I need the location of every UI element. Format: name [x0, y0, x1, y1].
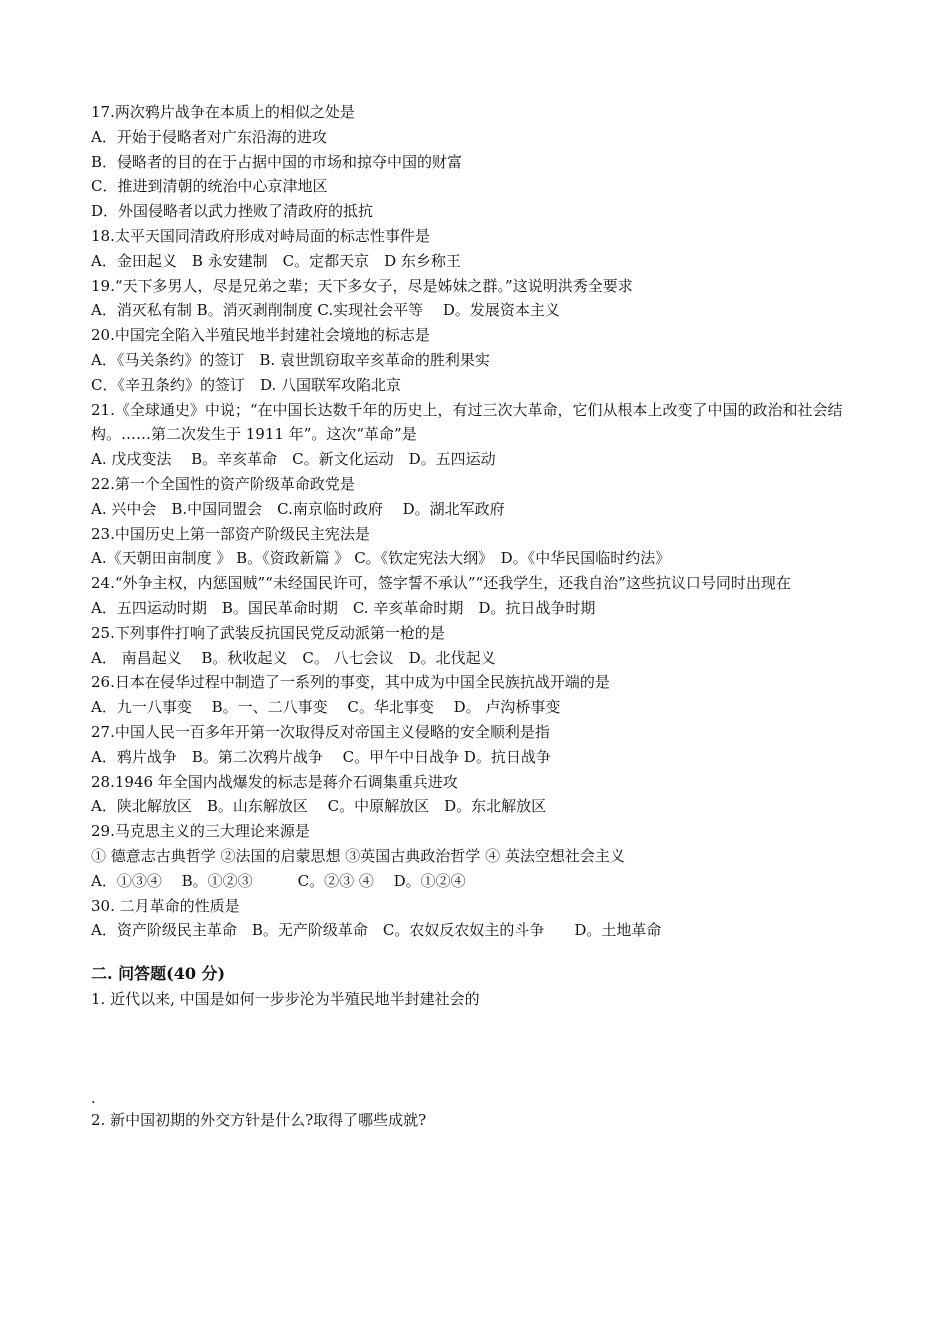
- options-24: A．五四运动时期 B。国民革命时期 C. 辛亥革命时期 D。抗日战争时期: [91, 598, 596, 617]
- question-25: 25.下列事件打响了武装反抗国民党反动派第一枪的是: [91, 623, 445, 642]
- question-29: 29.马克思主义的三大理论来源是: [91, 822, 310, 841]
- question-27: 27.中国人民一百多年开第一次取得反对帝国主义侵略的安全顺利是指: [91, 722, 550, 741]
- options-20-cd: C．《辛丑条约》的签订 D. 八国联军攻陷北京: [91, 375, 402, 394]
- section-title: 二. 问答题(40 分): [91, 964, 226, 984]
- qa-question-2: 2. 新中国初期的外交方针是什么?取得了哪些成就?: [91, 1110, 427, 1129]
- options-19: A．消灭私有制 B。消灭剥削制度 C.实现社会平等 D。发展资本主义: [91, 301, 560, 320]
- options-29: A．①③④ B。①②③ C。②③ ④ D。①②④: [91, 871, 466, 890]
- question-23: 23.中国历史上第一部资产阶级民主宪法是: [91, 524, 370, 543]
- question-28: 28.1946 年全国内战爆发的标志是蒋介石调集重兵进攻: [91, 772, 458, 791]
- options-20-ab: A．《马关条约》的签订 B. 袁世凯窃取辛亥革命的胜利果实: [91, 350, 490, 369]
- options-26: A．九一八事变 B。一、二八事变 C。华北事变 D。 卢沟桥事变: [91, 698, 561, 717]
- answer-space-1: [91, 1012, 871, 1088]
- question-20: 20.中国完全陷入半殖民地半封建社会境地的标志是: [91, 326, 430, 345]
- qa-question-1: 1. 近代以来, 中国是如何一步步沦为半殖民地半封建社会的: [91, 990, 480, 1009]
- question-26: 26.日本在侵华过程中制造了一系列的事变，其中成为中国全民族抗战开端的是: [91, 673, 610, 692]
- options-18: A．金田起义 B 永安建制 C。定都天京 D 东乡称王: [91, 251, 461, 270]
- question-17: 17.两次鸦片战争在本质上的相似之处是: [91, 103, 355, 121]
- option-17d: D．外国侵略者以武力挫败了清政府的抵抗: [91, 202, 374, 221]
- question-19: 19.“天下多男人，尽是兄弟之辈；天下多女子，尽是姊妹之群。”这说明洪秀全要求: [91, 276, 633, 295]
- question-24: 24.“外争主权，内惩国贼”“未经国民许可，签字誓不承认”“还我学生，还我自治”这些抗议口号同时出现在: [91, 574, 791, 593]
- options-28: A．陕北解放区 B。山东解放区 C。中原解放区 D。东北解放区: [91, 797, 547, 816]
- question-22: 22.第一个全国性的资产阶级革命政党是: [91, 474, 355, 493]
- question-18: 18.太平天国同清政府形成对峙局面的标志性事件是: [91, 226, 430, 245]
- options-30: A．资产阶级民主革命 B。无产阶级革命 C。农奴反农奴主的斗争 D。土地革命: [91, 921, 662, 940]
- options-21: A. 戊戌变法 B。辛亥革命 C。新文化运动 D。五四运动: [91, 450, 496, 469]
- stray-dot: .: [91, 1088, 96, 1107]
- options-25: A． 南昌起义 B。秋收起义 C。 八七会议 D。北伐起义: [91, 648, 496, 667]
- options-23: A.《天朝田亩制度 》 B。《资政新篇 》 C。《钦定宪法大纲》 D。《中华民国临时约法》: [91, 549, 671, 568]
- exam-page: [91, 100, 871, 1133]
- question-30: 30. 二月革命的性质是: [91, 896, 240, 915]
- option-17b: B．侵略者的目的在于占据中国的市场和掠夺中国的财富: [91, 152, 463, 171]
- option-17c: C．推进到清朝的统治中心京津地区: [91, 177, 328, 196]
- options-22: A. 兴中会 B.中国同盟会 C.南京临时政府 D。湖北军政府: [91, 499, 505, 518]
- options-27: A．鸦片战争 B。第二次鸦片战争 C。甲午中日战争 D。抗日战争: [91, 747, 551, 766]
- items-29: ① 德意志古典哲学 ②法国的启蒙思想 ③英国古典政治哲学 ④ 英法空想社会主义: [91, 846, 625, 865]
- question-21: 21.《全球通史》中说；“在中国长达数千年的历史上，有过三次大革命，它们从根本上改变了中国的政治和社会结构。……第二次发生于 1911 年”。这次“革命”是: [91, 400, 843, 444]
- option-17a: A．开始于侵略者对广东沿海的进攻: [91, 127, 327, 146]
